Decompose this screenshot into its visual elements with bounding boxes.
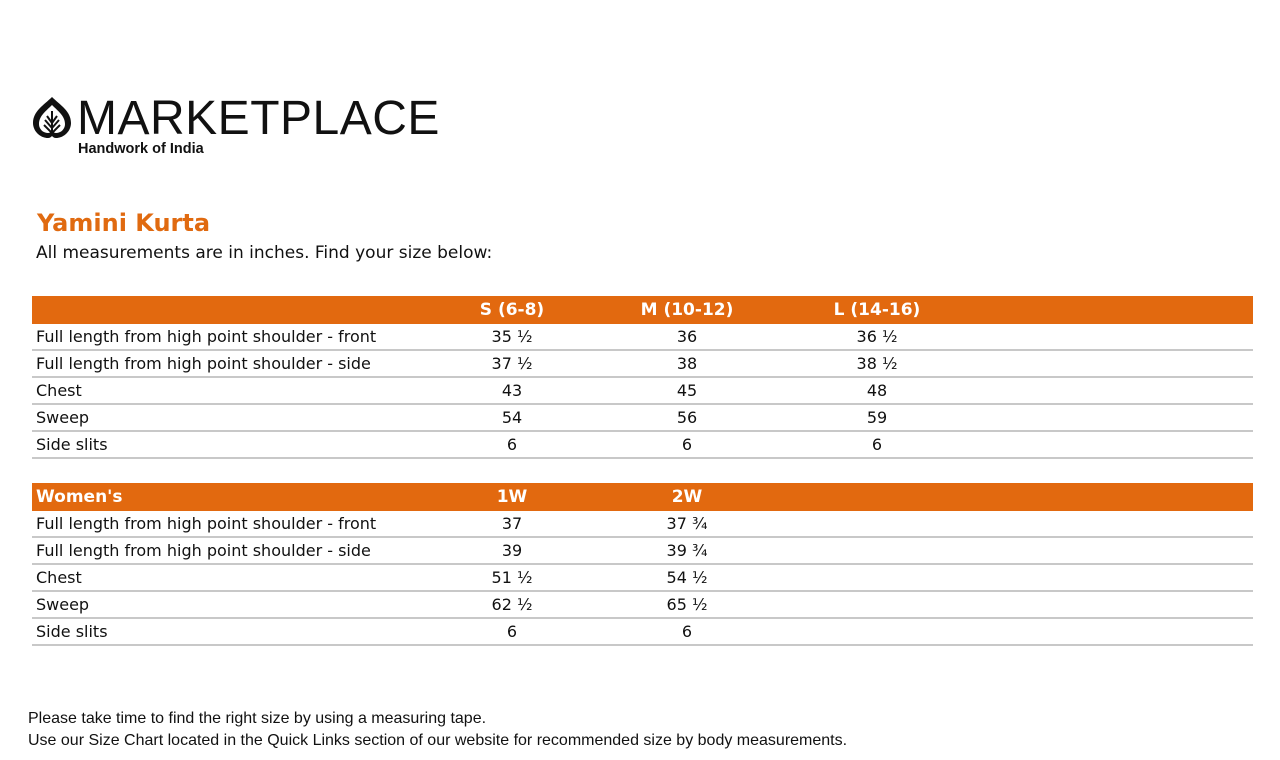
cell-value: 62 ½ xyxy=(491,595,533,614)
size-table-regular xyxy=(32,296,1253,459)
cell-value: 39 ¾ xyxy=(666,541,708,560)
cell-value: 65 ½ xyxy=(666,595,708,614)
header-label-women: Women's xyxy=(36,487,123,507)
row-label: Side slits xyxy=(36,622,108,641)
header-size-l: L (14-16) xyxy=(833,300,921,320)
table-row xyxy=(32,565,1253,592)
header-size-2w: 2W xyxy=(671,487,703,507)
row-label: Side slits xyxy=(36,435,108,454)
row-label: Full length from high point shoulder - side xyxy=(36,354,371,373)
table-row xyxy=(32,351,1253,378)
cell-value: 37 ½ xyxy=(491,354,533,373)
row-label: Sweep xyxy=(36,595,90,614)
brand-logo xyxy=(30,92,440,161)
size-table-women xyxy=(32,483,1253,646)
row-label: Full length from high point shoulder - side xyxy=(36,541,371,560)
table-row xyxy=(32,592,1253,619)
cell-value: 48 xyxy=(866,381,888,400)
table-row xyxy=(32,538,1253,565)
row-label: Chest xyxy=(36,381,82,400)
cell-value: 6 xyxy=(681,435,693,454)
cell-value: 51 ½ xyxy=(491,568,533,587)
cell-value: 37 xyxy=(501,514,523,533)
brand-tagline: Handwork of India xyxy=(78,141,204,157)
cell-value: 54 xyxy=(501,408,523,427)
brand-name: MARKETPLACE xyxy=(77,92,440,145)
cell-value: 59 xyxy=(866,408,888,427)
row-label: Sweep xyxy=(36,408,90,427)
cell-value: 6 xyxy=(681,622,693,641)
cell-value: 54 ½ xyxy=(666,568,708,587)
row-label: Full length from high point shoulder - front xyxy=(36,514,377,533)
footer-note-1: Please take time to find the right size by using a measuring tape. xyxy=(28,710,487,727)
cell-value: 6 xyxy=(871,435,883,454)
cell-value: 36 xyxy=(676,327,698,346)
cell-value: 37 ¾ xyxy=(666,514,708,533)
product-subtitle: All measurements are in inches. Find your size below: xyxy=(36,243,493,263)
row-label: Chest xyxy=(36,568,82,587)
table-row xyxy=(32,432,1253,459)
cell-value: 36 ½ xyxy=(856,327,898,346)
cell-value: 38 ½ xyxy=(856,354,898,373)
table-header xyxy=(32,483,1253,511)
cell-value: 56 xyxy=(676,408,698,427)
product-title: Yamini Kurta xyxy=(37,209,211,237)
row-label: Full length from high point shoulder - front xyxy=(36,327,377,346)
leaf-logo-icon xyxy=(30,95,74,141)
cell-value: 35 ½ xyxy=(491,327,533,346)
table-header xyxy=(32,296,1253,324)
cell-value: 6 xyxy=(506,435,518,454)
header-size-m: M (10-12) xyxy=(640,300,734,320)
cell-value: 38 xyxy=(676,354,698,373)
cell-value: 39 xyxy=(501,541,523,560)
cell-value: 6 xyxy=(506,622,518,641)
table-row xyxy=(32,619,1253,646)
table-row xyxy=(32,324,1253,351)
cell-value: 43 xyxy=(501,381,523,400)
table-row xyxy=(32,405,1253,432)
footer-note-2: Use our Size Chart located in the Quick Links section of our website for recommended size by body measurements. xyxy=(28,732,848,749)
table-row xyxy=(32,511,1253,538)
header-size-1w: 1W xyxy=(496,487,528,507)
header-size-s: S (6-8) xyxy=(479,300,545,320)
table-row xyxy=(32,378,1253,405)
cell-value: 45 xyxy=(676,381,698,400)
